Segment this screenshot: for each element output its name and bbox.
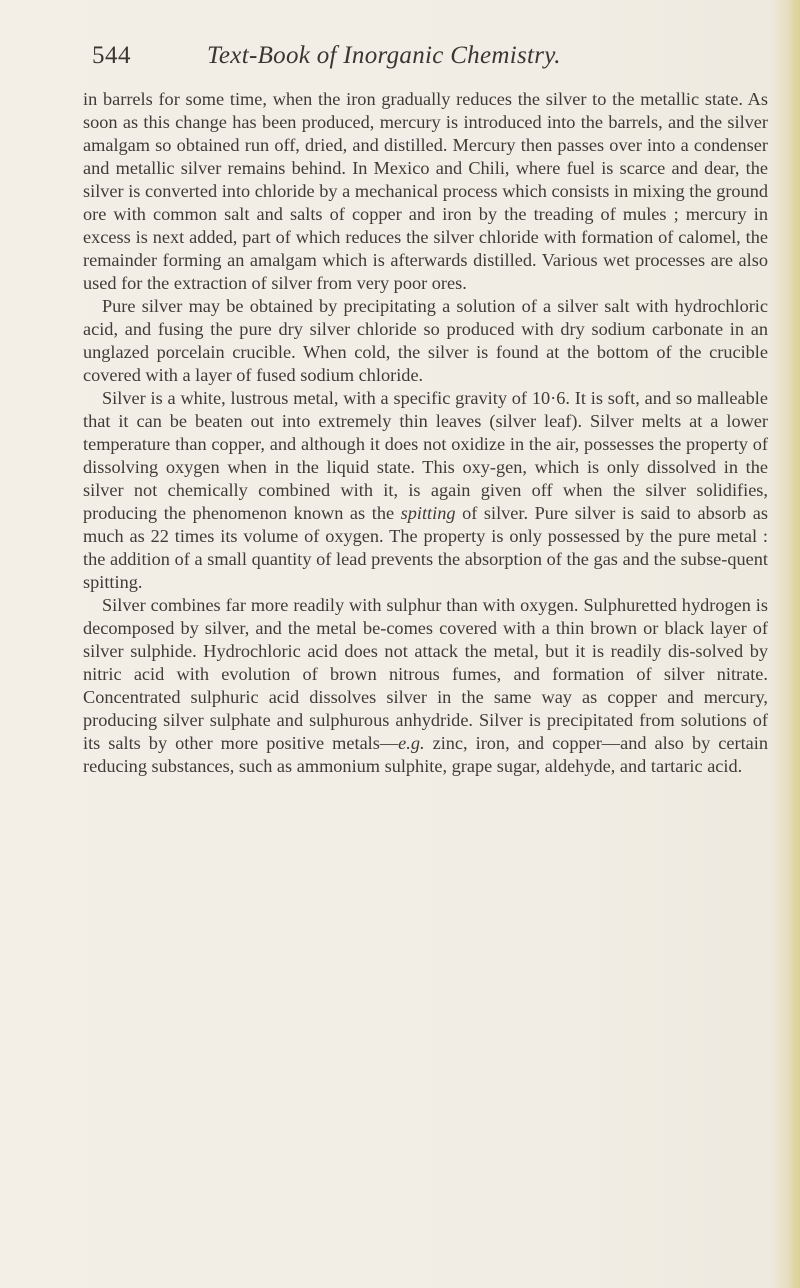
paragraph-pure-silver — [83, 295, 768, 387]
paragraph-continued — [83, 88, 768, 295]
italic-term: spitting — [400, 503, 456, 523]
paragraph-properties — [83, 387, 768, 594]
paragraph-text: in barrels for some time, when the iron gradually reduces the silver to the metallic state. As soon as this change has been produced, mercury is introduced into the barrels, and the silver amalgam so obtained run off, dried, and distilled. Mercury then passes over into a condenser and metallic silver remains behind. In Mexico and Chili, where fuel is scarce and dear, the silver is converted into chloride by a mechanical process which consists in mixing the ground ore with common salt and salts of copper and iron by the treading of mules ; mercury in excess is next added, part of which reduces the silver chloride with formation of calomel, the remainder forming an amalgam which is afterwards distilled. Various wet processes are also used for the extraction of silver from very poor ores. — [83, 89, 768, 293]
body-text — [83, 88, 768, 778]
page-number: 544 — [92, 42, 131, 69]
paragraph-text: Silver combines far more readily with sulphur than with oxygen. Sulphuretted hydrogen is decomposed by silver, and the metal be-comes covered with a thin brown or black layer of silver sulphide. Hydrochloric acid does not attack the metal, but it is readily dis-solved by nitric acid with evolution of brown nitrous fumes, and formation of silver nitrate. Concentrated sulphuric acid dissolves silver in the same way as copper and mercury, producing silver sulphate and sulphurous anhydride. Silver is precipitated from solutions of its salts by other more positive metals— — [83, 595, 768, 753]
paragraph-text: of silver. Pure silver is said to absorb as much as 22 times its volume of oxygen. The property is only possessed by the pure metal : the addition of a small quantity of lead prevents the absorption of the gas and the subse-quent spitting. — [83, 503, 768, 592]
page-header — [92, 42, 752, 82]
italic-term: e.g. — [398, 733, 425, 753]
page-edge-shadow — [770, 0, 800, 1288]
paragraph-text: zinc, iron, and copper—and also by certain reducing substances, such as ammonium sulphite, grape sugar, aldehyde, and tartaric acid. — [83, 733, 768, 776]
running-title: Text-Book of Inorganic Chemistry. — [207, 42, 561, 69]
paragraph-reactions — [83, 594, 768, 778]
paragraph-text: Pure silver may be obtained by precipitating a solution of a silver salt with hydrochloric acid, and fusing the pure dry silver chloride so produced with dry sodium carbonate in an unglazed porcelain crucible. When cold, the silver is found at the bottom of the crucible covered with a layer of fused sodium chloride. — [83, 296, 768, 385]
paragraph-text: Silver is a white, lustrous metal, with a specific gravity of 10·6. It is soft, and so malleable that it can be beaten out into extremely thin leaves (silver leaf). Silver melts at a lower temperature than copper, and although it does not oxidize in the air, possesses the property of dissolving oxygen when in the liquid state. This oxy-gen, which is only dissolved in the silver not chemically combined with it, is again given off when the silver solidifies, producing the phenomenon known as the — [83, 388, 768, 523]
